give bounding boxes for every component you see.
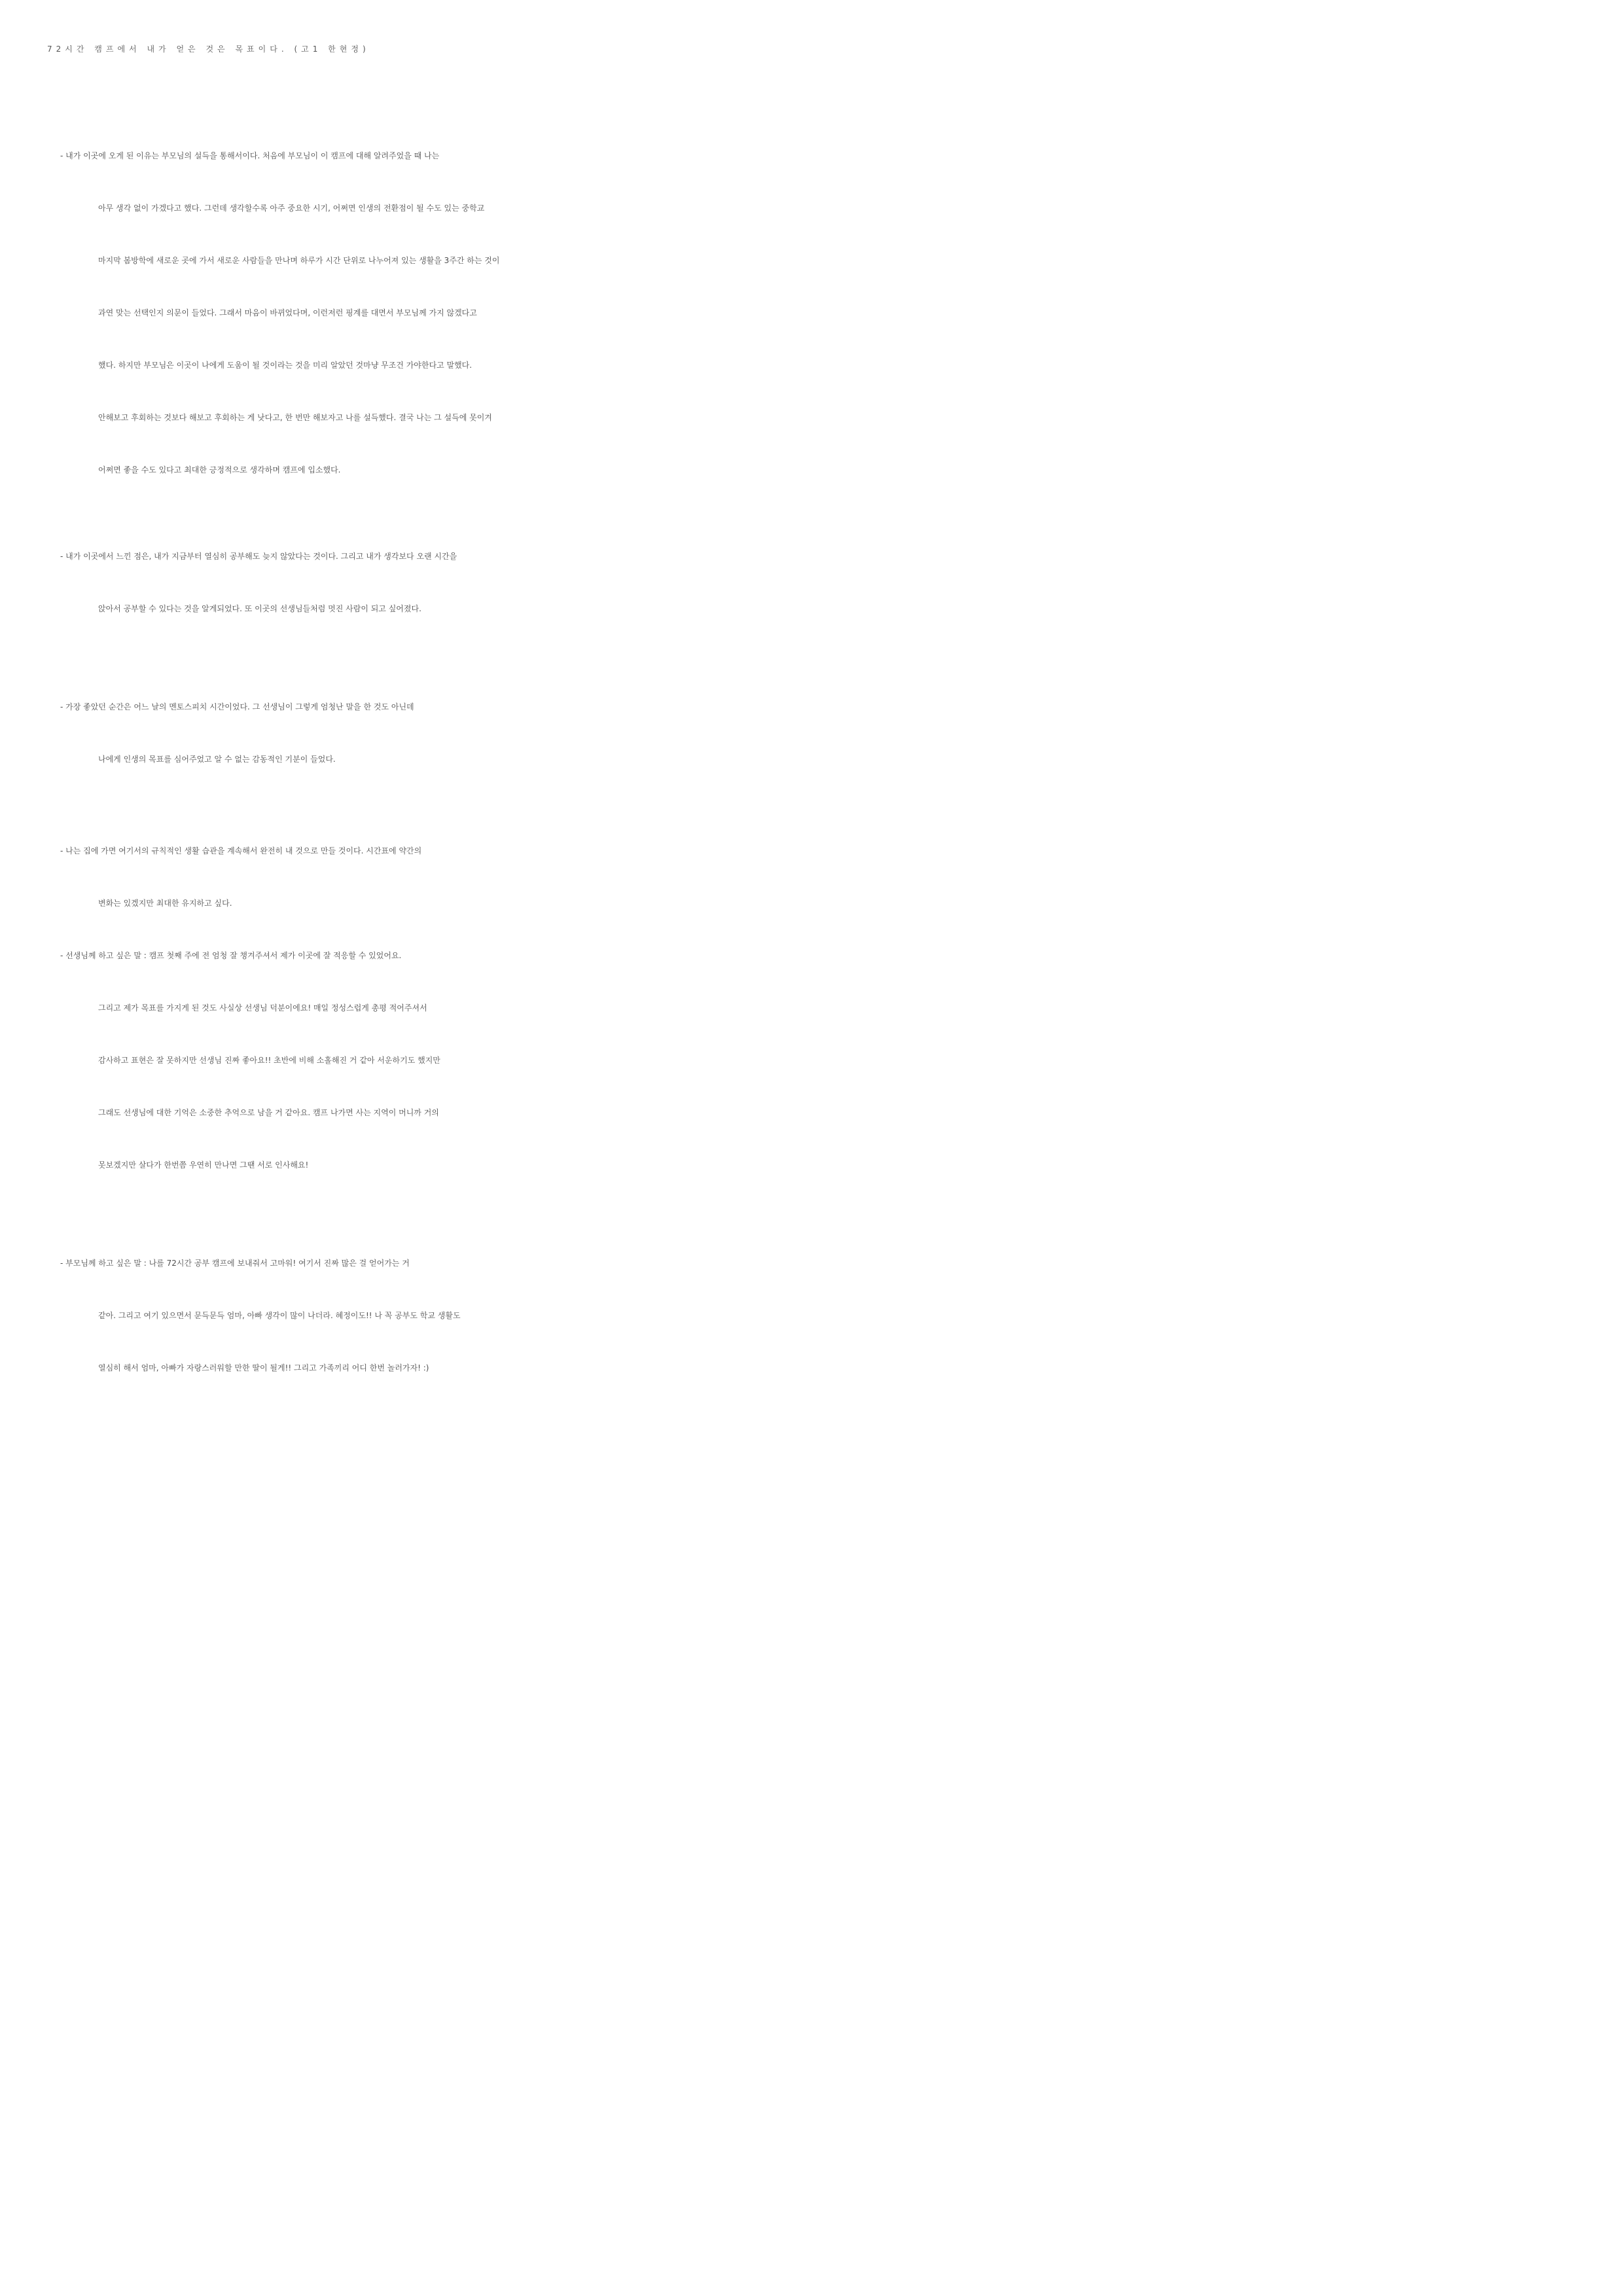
section-message-to-teacher (60, 929, 1605, 1191)
text-line: - 내가 이곳에서 느낀 점은, 내가 지금부터 열심히 공부해도 늦지 않았다는 것이다. 그리고 내가 생각보다 오랜 시간을 (60, 552, 457, 561)
section-message-to-parents (60, 1237, 1605, 1394)
section-reason-for-coming (60, 130, 1605, 496)
text-line: 나에게 인생의 목표를 심어주었고 알 수 없는 감동적인 기분이 들었다. (98, 755, 336, 764)
page-title: 72시간 캠프에서 내가 얻은 것은 목표이다. (고1 한현정) (47, 45, 370, 54)
text-line: 감사하고 표현은 잘 못하지만 선생님 진짜 좋아요!! 초반에 비해 소홀해진 거 같아 서운하기도 했지만 (98, 1056, 440, 1065)
text-line: 과연 맞는 선택인지 의문이 들었다. 그래서 마음이 바뀌었다며, 이런저런 핑계를 대면서 부모님께 가지 않겠다고 (98, 308, 477, 317)
text-line: 못보겠지만 살다가 한번쯤 우연히 만나면 그땐 서로 인사해요! (98, 1160, 309, 1170)
text-line: - 나는 집에 가면 여기서의 규칙적인 생활 습관을 계속해서 완전히 내 것으로 만들 것이다. 시간표에 약간의 (60, 846, 422, 855)
text-line: 열심히 해서 엄마, 아빠가 자랑스러워할 만한 딸이 될게!! 그리고 가족끼리 어디 한번 놀러가자! :) (98, 1363, 429, 1372)
text-line: 같아. 그리고 여기 있으면서 문득문득 엄마, 아빠 생각이 많이 나더라. 혜정이도!! 나 꼭 공부도 학교 생활도 (98, 1311, 461, 1320)
section-plan-at-home (60, 825, 1605, 929)
text-line: 앉아서 공부할 수 있다는 것을 알게되었다. 또 이곳의 선생님들처럼 멋진 사람이 되고 싶어졌다. (98, 604, 421, 613)
text-line: - 선생님께 하고 싶은 말 : 캠프 첫째 주에 전 엄청 잘 챙겨주셔서 제가 이곳에 잘 적응할 수 있었어요. (60, 951, 402, 960)
text-line: - 가장 좋았던 순간은 어느 날의 멘토스피치 시간이었다. 그 선생님이 그렇게 엄청난 말을 한 것도 아닌데 (60, 702, 414, 711)
text-line: 안해보고 후회하는 것보다 해보고 후회하는 게 낫다고, 한 번만 해보자고 나를 설득했다. 결국 나는 그 설득에 못이겨 (98, 413, 492, 422)
text-line: - 내가 이곳에 오게 된 이유는 부모님의 설득을 통해서이다. 처음에 부모님이 이 캠프에 대해 알려주었을 때 나는 (60, 151, 440, 160)
text-line: 했다. 하지만 부모님은 이곳이 나에게 도움이 될 것이라는 것을 미리 알았던 것마냥 무조건 가야한다고 말했다. (98, 361, 473, 370)
text-line: 그리고 제가 목표를 가지게 된 것도 사실상 선생님 덕분이에요! 매일 정성스럽게 총평 적어주셔서 (98, 1003, 427, 1013)
text-line: 아무 생각 없이 가겠다고 했다. 그런데 생각할수록 아주 중요한 시기, 어쩌면 인생의 전환점이 될 수도 있는 중학교 (98, 204, 485, 213)
text-line: - 부모님께 하고 싶은 말 : 나를 72시간 공부 캠프에 보내줘서 고마워! 여기서 진짜 많은 걸 얻어가는 거 (60, 1259, 410, 1268)
section-what-i-felt (60, 530, 1605, 635)
text-line: 변화는 있겠지만 최대한 유지하고 싶다. (98, 899, 232, 908)
text-line: 어쩌면 좋을 수도 있다고 최대한 긍정적으로 생각하며 캠프에 입소했다. (98, 465, 341, 475)
text-line: 그래도 선생님에 대한 기억은 소중한 추억으로 남을 거 같아요. 캠프 나가면 사는 지역이 머니까 거의 (98, 1108, 439, 1117)
text-line: 마지막 봄방학에 새로운 곳에 가서 새로운 사람들을 만나며 하루가 시간 단위로 나누어져 있는 생활을 3주간 하는 것이 (98, 256, 500, 265)
section-best-moment (60, 681, 1605, 785)
